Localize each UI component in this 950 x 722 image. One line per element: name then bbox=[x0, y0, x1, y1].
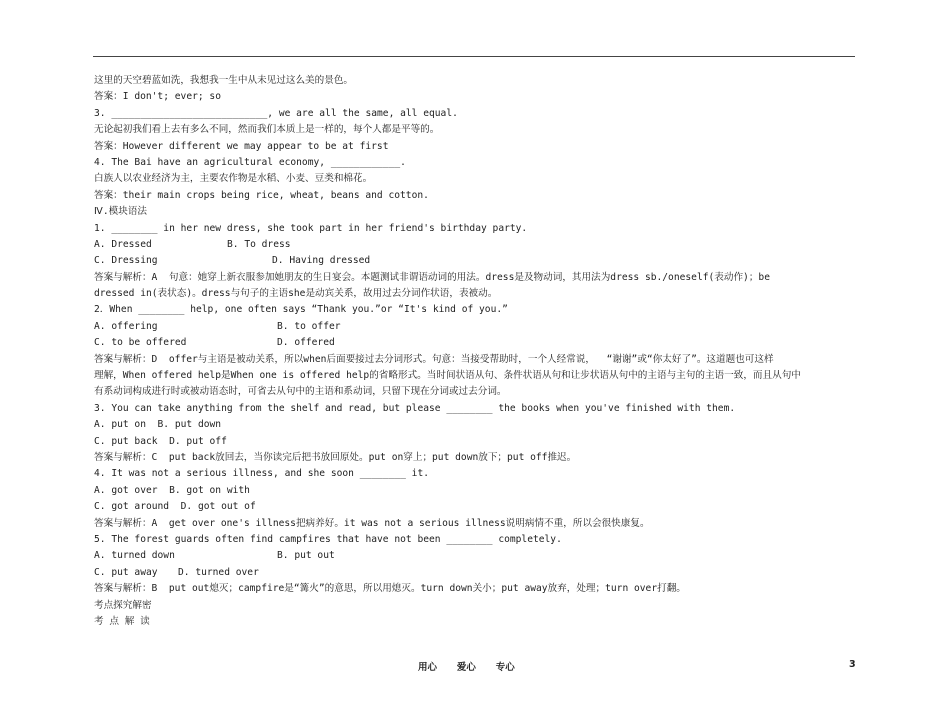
answer-explanation: dressed in(表状态)。dress与句子的主语she是动宾关系，故用过去分词作状语，表被动。 bbox=[94, 288, 498, 300]
options-row: A. put on B. put down bbox=[94, 419, 222, 431]
answer-line: 答案：I don't; ever; so bbox=[94, 91, 221, 103]
translation-line: 白族人以农业经济为主，主要农作物是水稻、小麦、豆类和棉花。 bbox=[94, 173, 373, 185]
answer-explanation: 理解，When offered help是When one is offered help的省略形式。当时间状语从句、条件状语从句和让步状语从句中的主语与主句的主语一致，而且从句中 bbox=[94, 370, 801, 382]
grammar-question-3: 3. You can take anything from the shelf and read, but please ________ the books when you've finished with them. bbox=[94, 402, 736, 414]
options-row: C. got around D. got out of bbox=[94, 501, 256, 513]
answer-explanation: 答案与解析：D offer与主语是被动关系，所以when后面要接过去分词形式。句意：当接受帮助时，一个人经常说， “谢谢”或“你太好了”。这道题也可这样 bbox=[94, 353, 774, 365]
option-a: A. offering bbox=[94, 320, 158, 332]
options-row bbox=[94, 335, 858, 351]
option-b: B. put out bbox=[277, 550, 335, 562]
footer-motto: 用心 爱心 专心 bbox=[418, 662, 515, 673]
section-heading: 考 点 解 读 bbox=[94, 615, 150, 627]
options-row bbox=[94, 565, 858, 581]
grammar-question-5: 5. The forest guards often find campfires that have not been ________ completely. bbox=[94, 533, 562, 545]
section-heading: 考点探究解密 bbox=[94, 599, 152, 611]
option-c: C. put away bbox=[94, 566, 158, 578]
options-row bbox=[94, 548, 858, 564]
option-c: C. Dressing bbox=[94, 255, 158, 267]
translation-line: 这里的天空碧蓝如洗，我想我一生中从未见过这么美的景色。 bbox=[94, 75, 354, 86]
options-row bbox=[94, 237, 858, 253]
question-3-fill: 3. ___________________________, we are all the same, all equal. bbox=[94, 107, 458, 119]
document-body bbox=[94, 73, 858, 630]
page-number: 3 bbox=[849, 659, 856, 670]
options-row: A. got over B. got on with bbox=[94, 484, 250, 496]
grammar-question-2: 2．When ________ help, one often says “Thank you.”or “It's kind of you.” bbox=[94, 304, 508, 316]
options-row: C. put back D. put off bbox=[94, 435, 227, 447]
option-d: D. turned over bbox=[178, 566, 259, 578]
page-footer bbox=[0, 659, 950, 675]
answer-explanation: 答案与解析：C put back放回去，当你读完后把书放回原处。put on穿上；put down放下；put off推迟。 bbox=[94, 451, 577, 463]
option-d: D. Having dressed bbox=[272, 255, 371, 267]
options-row bbox=[94, 253, 858, 269]
answer-explanation: 有系动词构成进行时或被动语态时，可省去从句中的主语和系动词，只留下现在分词或过去分词。 bbox=[94, 386, 507, 398]
options-row bbox=[94, 319, 858, 335]
answer-explanation: 答案与解析：A 句意：她穿上新衣服参加她朋友的生日宴会。本题测试非谓语动词的用法。dress是及物动词，其用法为dress sb./oneself(表动作)；be bbox=[94, 271, 770, 283]
answer-explanation: 答案与解析：B put out熄灭；campfire是“篝火”的意思，所以用熄灭。turn down关小；put away放弃，处理；turn over打翻。 bbox=[94, 583, 686, 595]
answer-explanation: 答案与解析：A get over one's illness把病养好。it was not a serious illness说明病情不重，所以会很快康复。 bbox=[94, 517, 650, 529]
option-a: A. Dressed bbox=[94, 238, 152, 250]
question-4-fill: 4. The Bai have an agricultural economy, ____________. bbox=[94, 156, 406, 168]
option-b: B. To dress bbox=[227, 238, 291, 250]
section-heading: Ⅳ.模块语法 bbox=[94, 206, 148, 218]
option-a: A. turned down bbox=[94, 550, 175, 562]
option-d: D. offered bbox=[277, 337, 335, 349]
grammar-question-1: 1. ________ in her new dress, she took part in her friend's birthday party. bbox=[94, 222, 528, 234]
option-b: B. to offer bbox=[277, 320, 341, 332]
grammar-question-4: 4. It was not a serious illness, and she soon ________ it. bbox=[94, 468, 430, 480]
option-c: C. to be offered bbox=[94, 337, 187, 349]
header-rule bbox=[93, 56, 855, 57]
answer-line: 答案：However different we may appear to be at first bbox=[94, 140, 389, 152]
answer-line: 答案：their main crops being rice, wheat, beans and cotton. bbox=[94, 189, 429, 201]
translation-line: 无论起初我们看上去有多么不同，然而我们本质上是一样的，每个人都是平等的。 bbox=[94, 124, 440, 136]
